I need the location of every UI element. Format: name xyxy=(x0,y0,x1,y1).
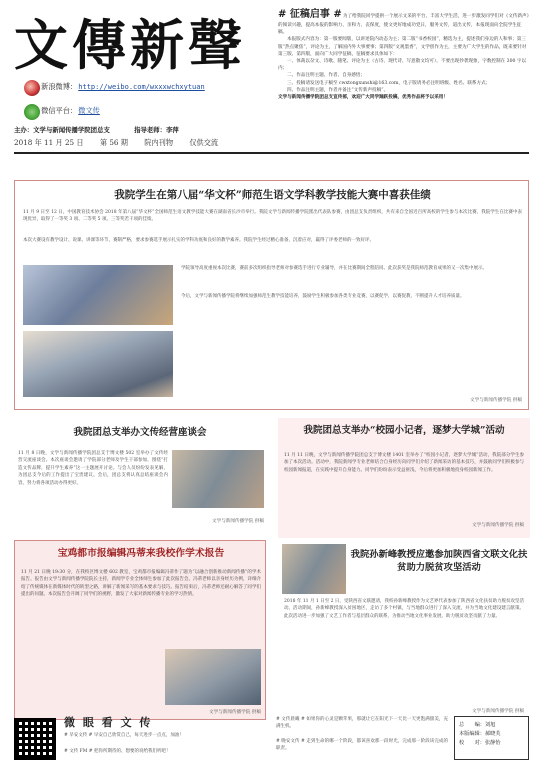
weibo-icon xyxy=(24,80,40,96)
staff-proof-row xyxy=(459,739,524,748)
article-poverty-relief xyxy=(278,540,530,720)
issue-date: 2018 年 11 月 25 日 xyxy=(14,138,84,147)
wechat-section-heading: 微 眼 看 文 传 xyxy=(64,716,153,729)
call-req-4: 四、作品注明主题，作者并备注“文传新声投稿”。 xyxy=(287,87,389,93)
sponsor-row xyxy=(14,126,266,135)
staff-layout-row xyxy=(459,730,524,739)
staff-layout-label: 本版编辑： xyxy=(459,731,485,737)
professor-photo xyxy=(282,544,346,594)
wechat-link[interactable]: 微文传 xyxy=(78,106,100,115)
call-footer: 文学与新闻传播学院团总支宣传部，欢迎广大同学踊跃投稿，优秀作品将予以采用！ xyxy=(278,95,448,101)
footer-strip xyxy=(14,716,529,764)
sponsor-text: 主办：文学与新闻传播学院团总支 xyxy=(14,126,110,134)
article-paragraph-2: 本次大赛设有教学设计、说课、讲课等环节，赛制严格，要求参赛选手展示扎实的学科功底和良好的教学素养。我院学生经过精心准备，沉着应对，赢得了评委老师的一致好评。 xyxy=(23,238,374,243)
call-for-submissions xyxy=(278,8,530,178)
article-credit: 文学与新闻传播学院 供稿 xyxy=(472,709,524,714)
call-req-1: 一、体裁以杂文、诗歌、随笔、评论为主（古诗、现代诗、写意散文均可），不要出现抄袭现象，字数控制在 300 字以内； xyxy=(278,59,527,72)
staff-proof-label: 校 对： xyxy=(459,740,485,746)
issue-scope: 院内刊物 xyxy=(144,138,174,147)
news-item-2: # 晚安文传 # 走到生命的哪一个阶段，都该喜欢那一段时光，完成那一阶段该完成的职责。 xyxy=(276,739,448,752)
advisor-text: 指导老师：李萍 xyxy=(134,126,179,134)
call-req-3: 三、投稿请发送电子稿至 cwxtongxunshi@163.com，电子版请务必注明班级、姓名、联系方式； xyxy=(287,80,491,86)
call-intro: 为了给我院同学提供一个展示文采的平台，丰富大学生活，进一步激发同学们对《文传新声》的阅读兴趣，提高本报的影响力、亲和力、丧保度，使文更好地成功党日，服务文传，道出文传，本报现面向全院学生征稿。 xyxy=(278,14,529,36)
masthead xyxy=(14,8,266,148)
newspaper-title: 文傳新聲 xyxy=(14,13,246,77)
article-teaching-contest xyxy=(14,180,529,410)
weibo-label: 新浪微博： xyxy=(41,82,78,91)
weibo-link[interactable]: http://weibo.com/wxxxwchxytuan xyxy=(78,83,205,91)
staff-proof-name: 张静怡 xyxy=(484,740,501,746)
staff-editor-name: 刘旭 xyxy=(484,722,496,728)
weibo-row xyxy=(24,80,274,96)
article-body: 11 月 21 日晚 19:30 分，在我校区博文楼 602 教室，宝鸡都市报编辑冯蒂作了题为“以融合创新推动新闻传播”的学术报告。报告由文学与新闻传播学院院长主持，新闻学专业全体师生参加了此次报告会。冯蒂老师以亲身经历为例，详细介绍了传统媒体在新媒体时代的转型之路，讲解了新闻采写的基本要求与技巧。报告结束后，冯蒂老师还耐心解答了同学们提出的问题。本次报告会开阔了同学们的视野，激发了大家对新闻传播专业的学习热情。 xyxy=(21,570,261,598)
news-item-1: # 文传晨曦 # 如果你的心灵是颗苹果，那就让它在阳光下一天比一天更饱满甜美，充满生机。 xyxy=(276,717,448,730)
wechat-item-1: # 早安文传 # 早安自己欣赏自己，每天进步一点点，加油！ xyxy=(64,733,184,738)
article-campus-reporter xyxy=(278,418,530,538)
issue-info xyxy=(14,138,266,148)
article-title: 我院团总支举办“校园小记者，逐梦大学城”活动 xyxy=(303,425,505,436)
article-body: 2018 年 11 月 1 日至 2 日，受陕西省文联邀请，我校孙新峰教授作为文艺界代表参加了陕西省文化扶贫助力脱贫攻坚活动。活动期间，孙新峰教授深入贫困地区，走访了多个村镇，与当地群众进行了深入交流，并为当地文化建设建言献策。此次活动进一步加强了文艺工作者与基层群众的联系，为推动当地文化事业发展、助力脱贫攻坚贡献了力量。 xyxy=(284,599,524,619)
lecture-photo xyxy=(165,649,261,705)
wechat-row xyxy=(24,104,274,120)
call-heading: # 征稿启事 # xyxy=(278,9,342,20)
staff-layout-name: 郝晓芙 xyxy=(484,731,501,737)
wechat-icon xyxy=(24,104,40,120)
article-body: 11 月 8 日晚，文学与新闻传播学院团总支于博文楼 502 室举办了文传经营交流座谈会。本次座谈会邀请了学院部分老师及学生干部参加，围绕“打造文传品牌，提升学生素养”这一主题展开讨论。与会人员纷纷发表见解，为团总支今后的工作提出了宝贵建议。会后，团总支将认真总结座谈会内容，努力将各项活动办得更好。 xyxy=(18,451,168,486)
wechat-item-2: # 文传 FM # 把你所期待的、想要的说给我们听吧！ xyxy=(64,749,171,754)
article-paragraph-4: 今后，文学与新闻传播学院将继续加强师范生教学技能培养，鼓励学生积极参加各类专业竞赛，以赛促学，以赛促教，不断提升人才培养质量。 xyxy=(181,294,465,299)
article-credit: 文学与新闻传播学院 供稿 xyxy=(212,519,264,524)
article-title: 我院团总支举办文传经营座谈会 xyxy=(73,427,207,438)
contest-photo xyxy=(23,265,173,325)
issue-number: 第 56 期 xyxy=(99,138,128,147)
article-paragraph-3: 学院领导高度重视本次比赛，赛前多次组织指导老师对参赛选手进行专业辅导，并在比赛期间全程陪同。此次获奖是我院师范教育成果的又一次集中展示。 xyxy=(181,266,487,271)
article-lecture xyxy=(14,540,266,720)
article-title: 我院学生在第八届“华文杯”师范生语文学科教学技能大赛中喜获佳绩 xyxy=(114,189,431,201)
article-paragraph-1: 11 月 9 日至 12 日，中国教育技术协会 2018 年第八届“华文杯”全国师范生语文教学技能大赛在湖南省长沙市举行。我院文学与新闻传播学院派出代表队参赛，由团总支负责组织，共有来自全国近百所高校的学生参与本次比赛，我院学生在比赛中表现优异，取得了一等奖 3 项、二等奖 5 项、三等奖若干项的佳绩。 xyxy=(23,210,522,223)
article-title: 宝鸡都市报编辑冯蒂来我校作学术报告 xyxy=(57,548,225,559)
staff-editor-label: 总 编： xyxy=(459,722,485,728)
issue-note: 仅供交流 xyxy=(189,138,219,147)
symposium-photo xyxy=(172,450,264,508)
article-credit: 文学与新闻传播学院 供稿 xyxy=(209,710,261,715)
staff-editor-row xyxy=(459,721,524,730)
article-title: 我院孙新峰教授应邀参加陕西省文联文化扶贫助力脱贫攻坚活动 xyxy=(350,549,528,573)
call-req-2: 二、作品注明主题、作者、自身感悟； xyxy=(287,73,366,79)
article-body: 11 月 11 日晚，文学与新闻传播学院团总支于博文楼 1401 室举办了“校园小记者，逐梦大学城”活动，我院部分学生参加了本次活动。活动中，我院新闻学专业老师结合自身经历向同学们介绍了新闻采访的基本技巧，并鼓励同学们积极参与校园新闻报道，在实践中提升自身能力。同学们纷纷表示受益匪浅，今后将更加积极地投身校园新闻工作。 xyxy=(284,453,524,473)
wechat-label: 微信平台： xyxy=(41,106,78,115)
call-body: 本报版式内容为：第一版要闻版，以讲述院内动态为主；第二版“书香校园”，精选为主，提述我们身边的人和事；第三版“热点聚焦”，评论为主，了解国内外大事要事；第四版“文观墨香”，文学创作为主，主要为广大学生的作品，既来要针对第三版、第四版，面向广大同学征稿，征稿要求具体如下： xyxy=(278,37,527,57)
qr-code[interactable] xyxy=(14,718,56,760)
article-symposium xyxy=(14,418,266,538)
staff-box xyxy=(454,716,529,760)
article-credit: 文学与新闻传播学院 供稿 xyxy=(470,398,522,403)
article-credit: 文学与新闻传播学院 供稿 xyxy=(472,523,524,528)
award-photo xyxy=(23,331,173,397)
